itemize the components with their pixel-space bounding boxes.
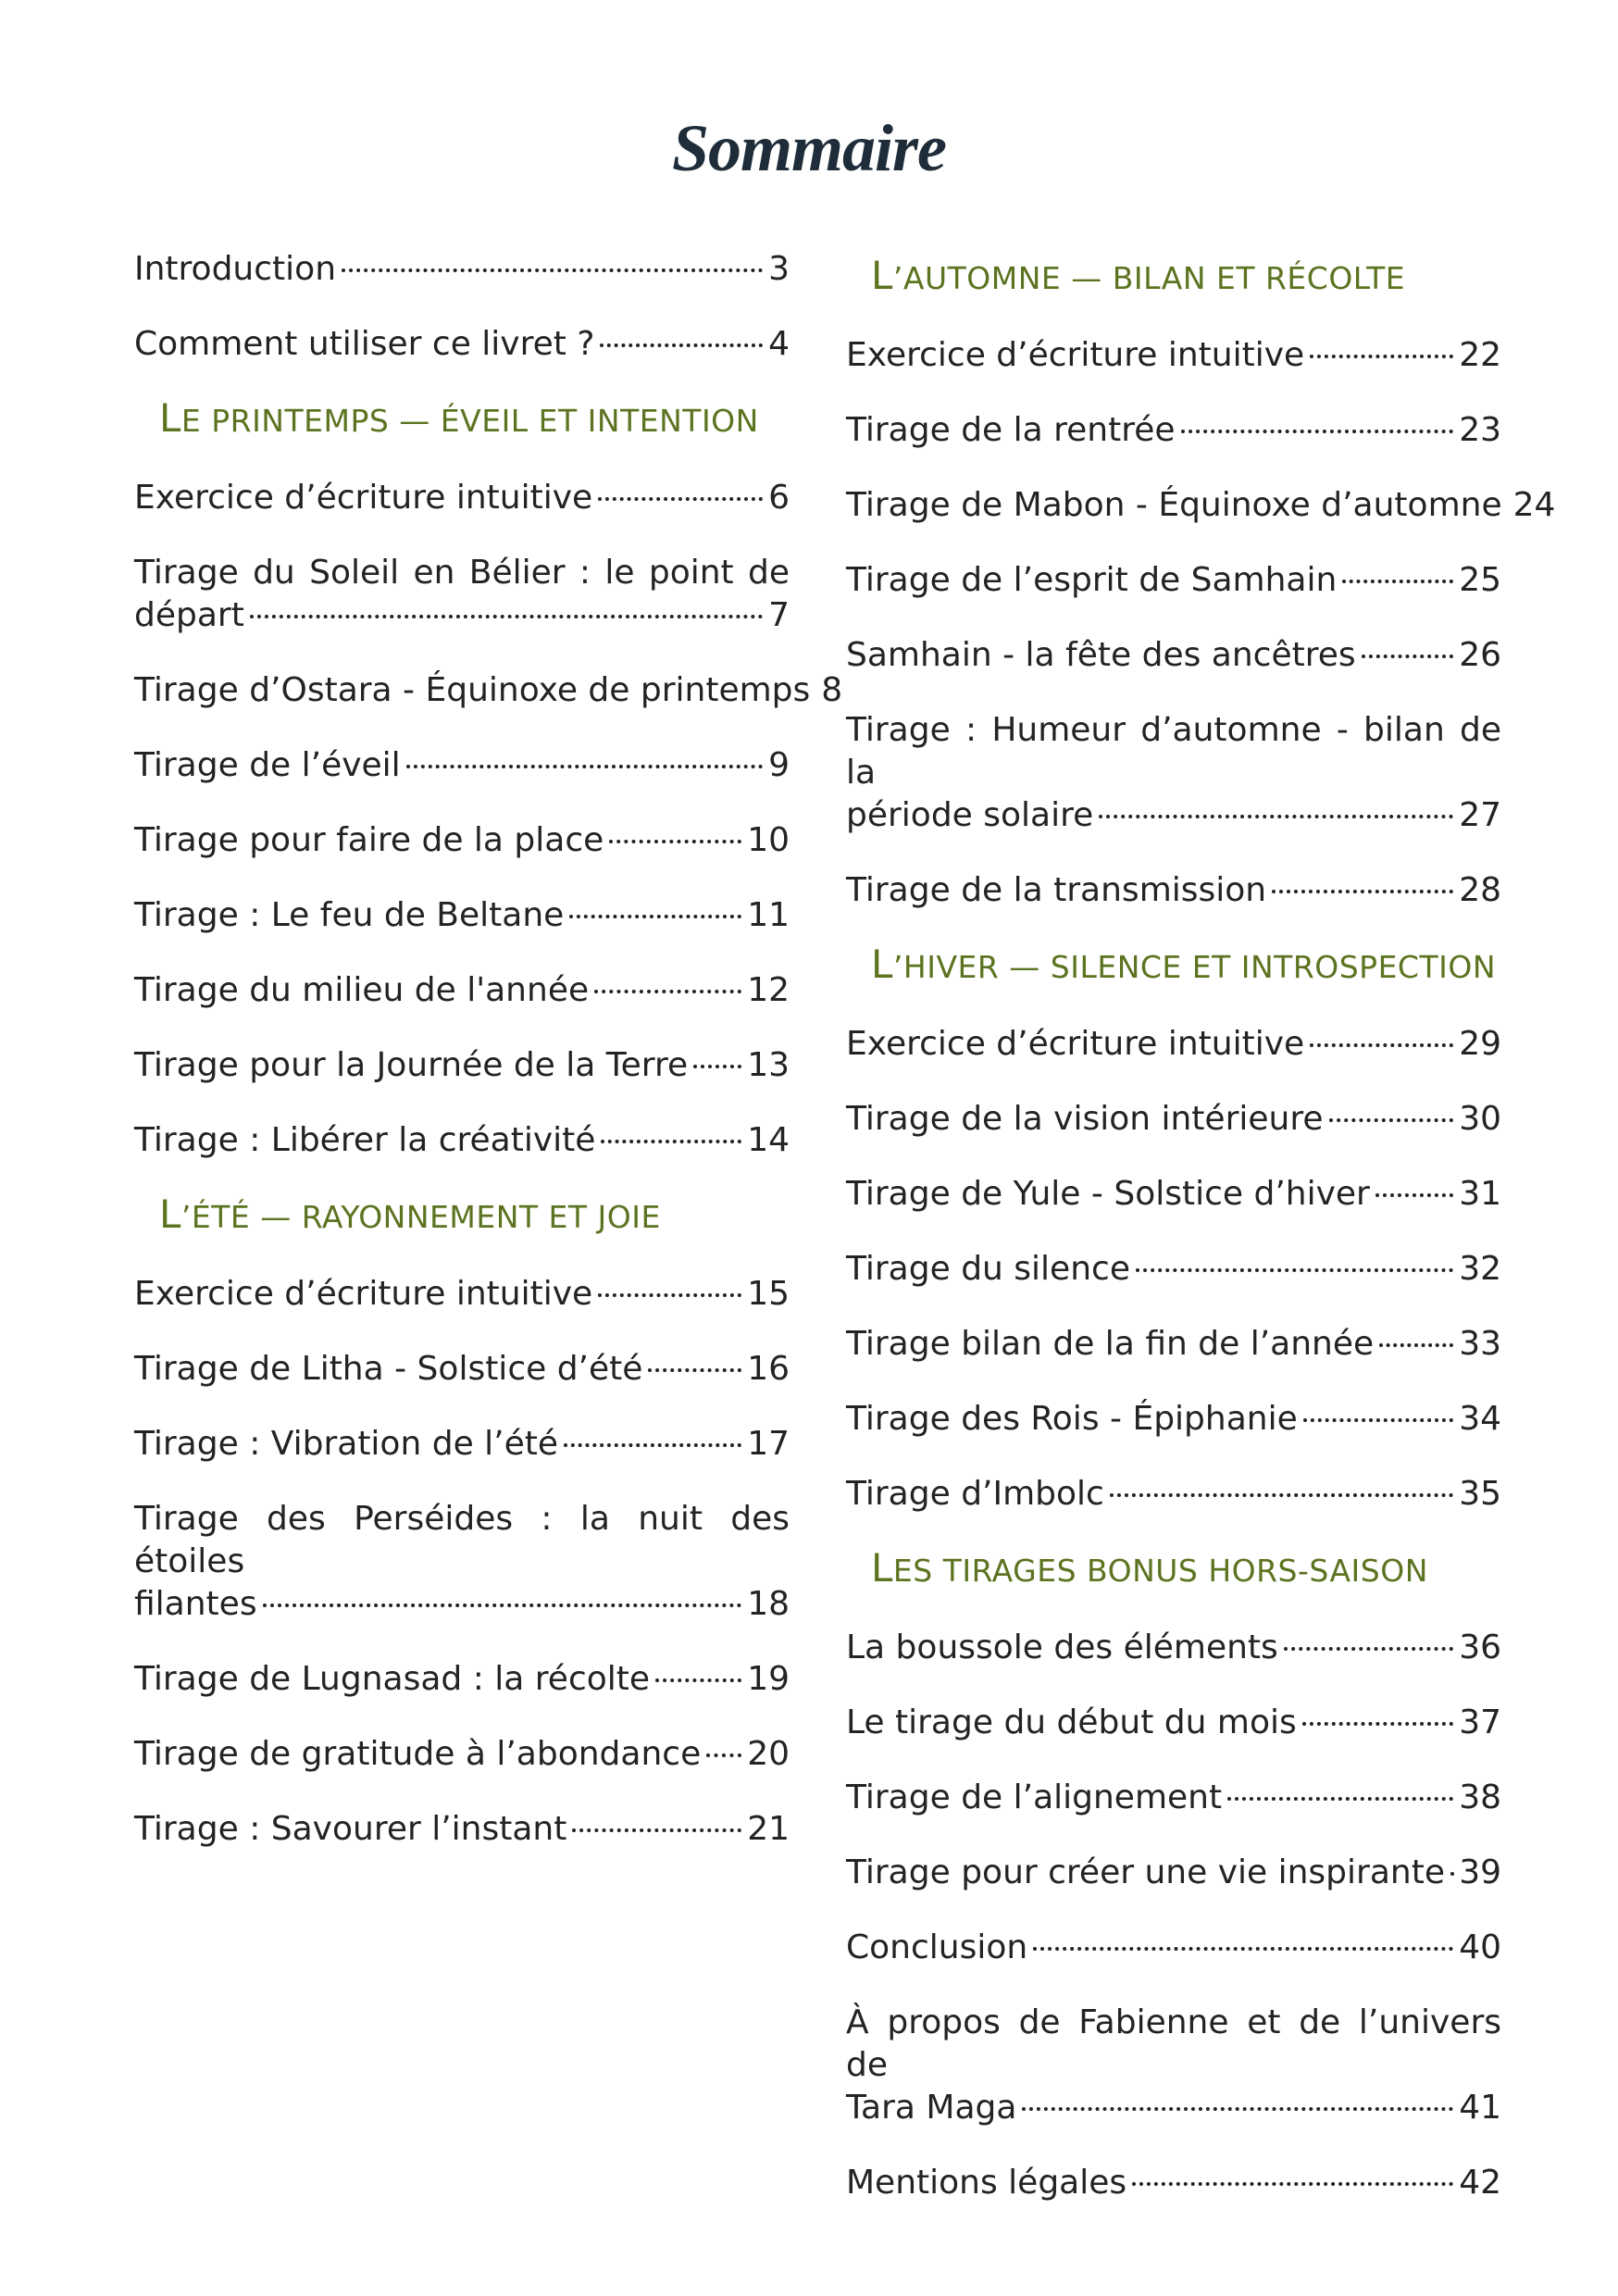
toc-entry[interactable] — [846, 1627, 1501, 1669]
toc-entry[interactable] — [846, 1852, 1501, 1894]
section-heading-text: ’ÉTÉ — RAYONNEMENT ET JOIE — [180, 1199, 661, 1235]
toc-entry-title: Tirage de Yule - Solstice d’hiver — [846, 1175, 1370, 1213]
toc-entry[interactable] — [846, 1473, 1501, 1516]
toc-entry[interactable] — [846, 2002, 1501, 2129]
toc-entry[interactable] — [846, 709, 1501, 837]
toc-entry[interactable] — [846, 559, 1501, 602]
toc-entry-title: Tirage de gratitude à l’abondance — [134, 1735, 702, 1773]
toc-entry-page-number: 41 — [1459, 2089, 1501, 2127]
toc-entry-title: Tirage : Libérer la créativité — [134, 1121, 596, 1159]
toc-entry-title-line1: Tirage des Perséides : la nuit des étoiles — [134, 1500, 790, 1580]
section-heading-initial: L — [871, 253, 893, 298]
dot-leader — [564, 1443, 741, 1447]
toc-entry-title: Tirage de Lugnasad : la récolte — [134, 1660, 651, 1698]
toc-entry-title-line1: Tirage : Humeur d’automne - bilan de la — [846, 711, 1501, 792]
toc-entry[interactable] — [846, 409, 1501, 452]
toc-entry-title: Tirage pour faire de la place — [134, 821, 604, 859]
toc-entry[interactable] — [846, 484, 1556, 527]
toc-left-column — [134, 248, 843, 1883]
dot-leader — [1362, 655, 1454, 658]
toc-entry[interactable] — [134, 1119, 790, 1162]
toc-entry-page-number: 25 — [1459, 561, 1501, 599]
section-heading-text: E PRINTEMPS — ÉVEIL ET INTENTION — [180, 403, 759, 439]
dot-leader — [648, 1368, 741, 1372]
toc-entry-title: Tirage du silence — [846, 1250, 1130, 1288]
dot-leader — [1302, 1722, 1453, 1726]
section-heading-initial: L — [159, 395, 181, 441]
toc-entry-title: Tirage de l’éveil — [134, 746, 401, 784]
toc-entry[interactable] — [846, 1777, 1501, 1819]
dot-leader — [1375, 1193, 1453, 1197]
dot-leader — [706, 1753, 741, 1757]
toc-entry-page-number: 7 — [768, 596, 790, 634]
toc-entry-title: Tirage : Vibration de l’été — [134, 1425, 559, 1463]
section-heading-initial: L — [871, 942, 893, 987]
dot-leader — [1272, 890, 1453, 893]
toc-entry-page-number: 29 — [1459, 1025, 1501, 1063]
toc-entry-title: Conclusion — [846, 1928, 1028, 1966]
toc-entry[interactable] — [134, 894, 790, 937]
toc-entry-page-number: 38 — [1459, 1778, 1501, 1816]
toc-entry-page-number: 19 — [747, 1660, 790, 1698]
dot-leader — [1284, 1647, 1453, 1651]
toc-entry-title: Tirage pour créer une vie inspirante — [846, 1853, 1445, 1891]
toc-entry-title: Tirage : Le feu de Beltane — [134, 896, 565, 934]
toc-entry-title-line2: départ — [134, 596, 244, 634]
toc-entry[interactable] — [134, 1273, 790, 1316]
toc-entry-title: Tirage des Rois - Épiphanie — [846, 1400, 1298, 1438]
dot-leader — [1022, 2107, 1453, 2111]
section-heading-initial: L — [159, 1192, 181, 1237]
toc-entry-title: Tirage d’Imbolc — [846, 1475, 1104, 1513]
toc-entry-title: Tirage de la rentrée — [846, 411, 1176, 449]
toc-entry-title-line2: période solaire — [846, 796, 1094, 834]
toc-entry-title: Tirage : Savourer l’instant — [134, 1810, 567, 1848]
toc-entry-page-number: 27 — [1459, 796, 1501, 834]
section-heading-initial: L — [871, 1545, 893, 1591]
dot-leader — [601, 1140, 741, 1143]
toc-entry-title: Introduction — [134, 250, 337, 288]
toc-entry-page-number: 3 — [768, 250, 790, 288]
toc-entry-page-number: 33 — [1459, 1325, 1501, 1363]
toc-entry[interactable] — [846, 2162, 1501, 2204]
toc-entry-page-number: 8 — [821, 671, 843, 709]
toc-entry-page-number: 11 — [747, 896, 790, 934]
toc-entry-page-number: 31 — [1459, 1175, 1501, 1213]
dot-leader — [1329, 1118, 1454, 1122]
dot-leader — [1110, 1493, 1453, 1497]
toc-entry[interactable] — [134, 1733, 790, 1776]
dot-leader — [1342, 580, 1453, 583]
toc-entry-page-number: 4 — [768, 325, 790, 363]
toc-entry-page-number: 21 — [747, 1810, 790, 1848]
section-heading — [159, 1194, 790, 1238]
toc-entry[interactable] — [846, 634, 1501, 677]
dot-leader — [1310, 355, 1453, 358]
page-title: Sommaire — [671, 111, 947, 185]
toc-entry[interactable] — [846, 1398, 1501, 1441]
toc-entry-title: Tirage de Mabon - Équinoxe d’automne — [846, 486, 1502, 524]
toc-entry-title-line1: À propos de Fabienne et de l’univers de — [846, 2003, 1501, 2084]
toc-entry-page-number: 30 — [1459, 1100, 1501, 1138]
section-heading — [871, 253, 1501, 299]
toc-entry[interactable] — [846, 1927, 1501, 1969]
toc-entry-title-line2: Tara Maga — [846, 2089, 1017, 2127]
toc-entry-page-number: 37 — [1459, 1703, 1501, 1741]
toc-entry[interactable] — [846, 1702, 1501, 1744]
section-heading — [159, 395, 790, 442]
toc-entry-title: Tirage bilan de la fin de l’année — [846, 1325, 1375, 1363]
section-heading-text: ES TIRAGES BONUS HORS-SAISON — [892, 1553, 1428, 1589]
toc-entry-page-number: 23 — [1459, 411, 1501, 449]
toc-entry-title: Exercice d’écriture intuitive — [134, 1275, 593, 1313]
toc-entry-page-number: 36 — [1459, 1628, 1501, 1666]
toc-entry-page-number: 34 — [1459, 1400, 1501, 1438]
toc-entry-title: Exercice d’écriture intuitive — [134, 479, 593, 517]
toc-entry-title: Tirage pour la Journée de la Terre — [134, 1046, 689, 1084]
toc-right-column — [846, 248, 1556, 2237]
toc-entry-page-number: 6 — [768, 479, 790, 517]
toc-entry[interactable] — [846, 1023, 1501, 1066]
dot-leader — [1181, 430, 1454, 433]
toc-entry-title: La boussole des éléments — [846, 1628, 1278, 1666]
toc-entry-title-line2-row — [134, 1583, 790, 1626]
toc-entry-page-number: 17 — [747, 1425, 790, 1463]
toc-entry-page-number: 26 — [1459, 636, 1501, 674]
dot-leader — [1379, 1343, 1453, 1347]
toc-entry-title: Tirage d’Ostara - Équinoxe de printemps — [134, 671, 811, 709]
toc-entry-page-number: 18 — [747, 1585, 790, 1623]
dot-leader — [655, 1678, 741, 1682]
toc-entry[interactable] — [846, 1098, 1501, 1141]
dot-leader — [1450, 1872, 1453, 1876]
toc-entry-page-number: 14 — [747, 1121, 790, 1159]
toc-entry[interactable] — [134, 248, 790, 291]
toc-entry[interactable] — [846, 1323, 1501, 1366]
toc-entry-title: Comment utiliser ce livret ? — [134, 325, 595, 363]
toc-entry-page-number: 15 — [747, 1275, 790, 1313]
dot-leader — [1227, 1797, 1453, 1801]
toc-entry-title: Exercice d’écriture intuitive — [846, 336, 1305, 374]
toc-entry-title: Samhain - la fête des ancêtres — [846, 636, 1356, 674]
section-heading — [871, 1545, 1501, 1591]
toc-entry-title: Exercice d’écriture intuitive — [846, 1025, 1305, 1063]
toc-entry-title: Le tirage du début du mois — [846, 1703, 1297, 1741]
toc-entry-page-number: 12 — [747, 971, 790, 1009]
dot-leader — [693, 1065, 741, 1068]
toc-entry-page-number: 13 — [747, 1046, 790, 1084]
toc-entry-page-number: 40 — [1459, 1928, 1501, 1966]
toc-entry-page-number: 20 — [747, 1735, 790, 1773]
dot-leader — [572, 1828, 741, 1832]
toc-entry[interactable] — [134, 1808, 790, 1851]
dot-leader — [598, 497, 763, 501]
toc-entry-page-number: 16 — [747, 1350, 790, 1388]
dot-leader — [609, 840, 741, 843]
dot-leader — [250, 615, 763, 618]
toc-entry-title-line2: filantes — [134, 1585, 257, 1623]
dot-leader — [342, 268, 763, 272]
toc-entry-title: Mentions légales — [846, 2164, 1127, 2202]
section-heading-text: ’AUTOMNE — BILAN ET RÉCOLTE — [892, 260, 1406, 296]
section-heading — [871, 944, 1501, 988]
toc-entry-page-number: 39 — [1459, 1853, 1501, 1891]
toc-entry[interactable] — [134, 1498, 790, 1626]
toc-entry[interactable] — [134, 819, 790, 862]
section-heading-text: ’HIVER — SILENCE ET INTROSPECTION — [892, 949, 1497, 985]
toc-entry-title: Tirage de l’alignement — [846, 1778, 1223, 1816]
toc-entry[interactable] — [134, 744, 790, 787]
toc-entry[interactable] — [134, 552, 790, 637]
toc-entry[interactable] — [846, 1173, 1501, 1216]
dot-leader — [1303, 1418, 1453, 1422]
dot-leader — [598, 1293, 741, 1297]
toc-entry[interactable] — [134, 969, 790, 1012]
dot-leader — [1310, 1043, 1453, 1047]
toc-entry-page-number: 42 — [1459, 2164, 1501, 2202]
dot-leader — [263, 1603, 742, 1607]
toc-entry-page-number: 10 — [747, 821, 790, 859]
toc-entry[interactable] — [134, 1348, 790, 1391]
toc-entry-page-number: 22 — [1459, 336, 1501, 374]
toc-entry-title: Tirage de Litha - Solstice d’été — [134, 1350, 643, 1388]
toc-entry[interactable] — [134, 323, 790, 366]
dot-leader — [1099, 815, 1453, 818]
toc-entry[interactable] — [134, 477, 790, 519]
toc-entry[interactable] — [134, 669, 843, 712]
toc-entry-title-line2-row — [846, 2087, 1501, 2129]
dot-leader — [569, 915, 741, 918]
dot-leader — [1132, 2182, 1453, 2186]
dot-leader — [1136, 1268, 1453, 1272]
toc-entry[interactable] — [846, 1248, 1501, 1291]
toc-entry[interactable] — [846, 334, 1501, 377]
dot-leader — [594, 990, 741, 993]
toc-entry-title: Tirage du milieu de l'année — [134, 971, 590, 1009]
dot-leader — [1033, 1947, 1453, 1951]
toc-entry[interactable] — [846, 869, 1501, 912]
toc-entry[interactable] — [134, 1658, 790, 1701]
dot-leader — [406, 765, 763, 768]
toc-entry-page-number: 9 — [768, 746, 790, 784]
toc-entry-title-line2-row — [846, 794, 1501, 837]
toc-entry[interactable] — [134, 1423, 790, 1466]
toc-entry[interactable] — [134, 1044, 790, 1087]
toc-entry-title-line1: Tirage du Soleil en Bélier : le point de — [134, 554, 790, 592]
toc-entry-title: Tirage de l’esprit de Samhain — [846, 561, 1338, 599]
toc-entry-title: Tirage de la vision intérieure — [846, 1100, 1324, 1138]
toc-entry-page-number: 32 — [1459, 1250, 1501, 1288]
toc-entry-page-number: 35 — [1459, 1475, 1501, 1513]
dot-leader — [600, 343, 763, 347]
toc-entry-title: Tirage de la transmission — [846, 871, 1267, 909]
toc-entry-page-number: 28 — [1459, 871, 1501, 909]
toc-entry-page-number: 24 — [1512, 486, 1556, 524]
toc-entry-title-line2-row — [134, 594, 790, 637]
